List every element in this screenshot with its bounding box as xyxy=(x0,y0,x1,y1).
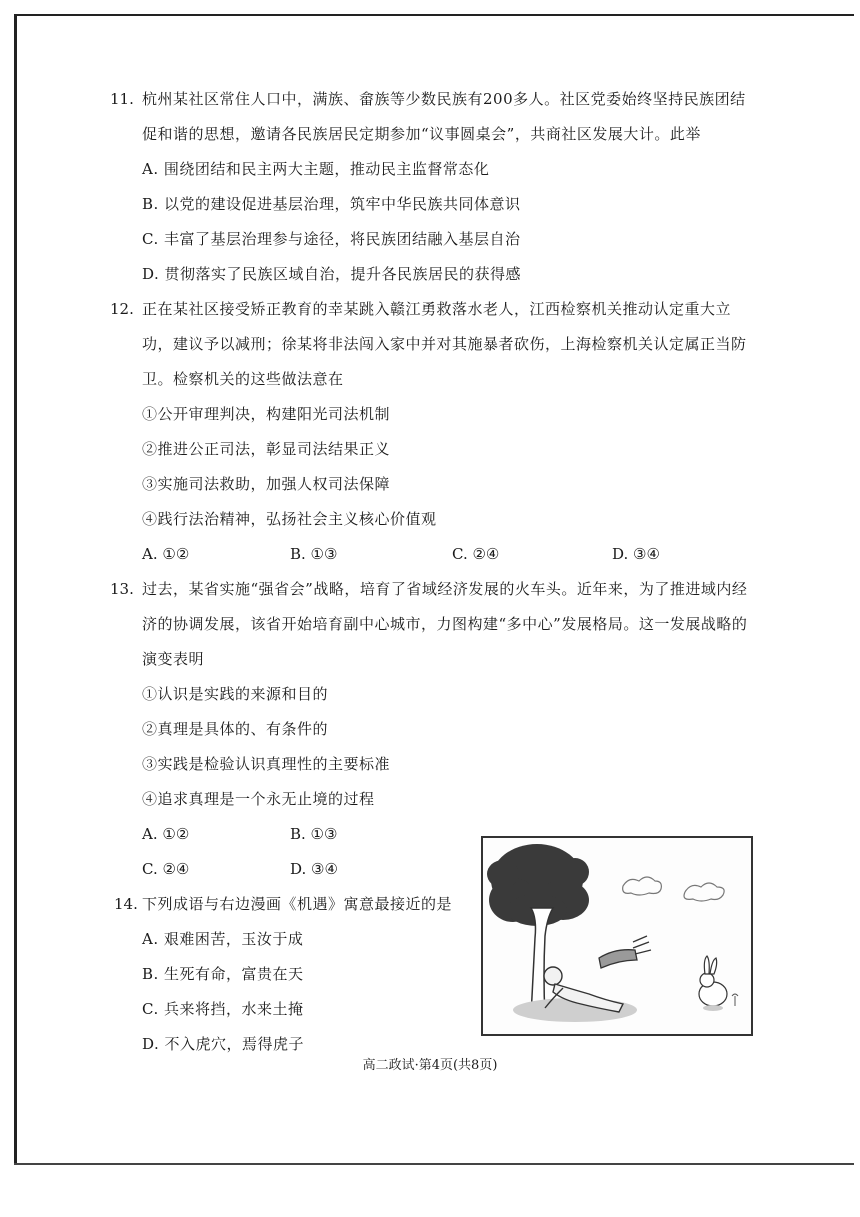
answer-option: D. 不入虎穴，焉得虎子 xyxy=(142,1035,305,1053)
scan-border-bottom xyxy=(14,1163,854,1165)
answer-option: A. ①② xyxy=(142,545,190,563)
statement-item: ②真理是具体的、有条件的 xyxy=(142,720,329,738)
answer-option: B. ①③ xyxy=(290,545,338,563)
question-stem-line: 济的协调发展，该省开始培育副中心城市，力图构建“多中心”发展格局。这一发展战略的 xyxy=(142,615,748,633)
answer-option: A. ①② xyxy=(142,825,190,843)
rabbit-icon xyxy=(699,956,727,1011)
answer-option: B. 生死有命，富贵在天 xyxy=(142,965,304,983)
page-footer: 高二政试·第4页(共8页) xyxy=(362,1058,498,1073)
answer-option: D. ③④ xyxy=(290,860,338,878)
scan-border-top xyxy=(14,14,854,16)
statement-item: ③实践是检验认识真理性的主要标准 xyxy=(142,755,391,773)
cartoon-drawing xyxy=(483,838,751,1034)
question-stem-line: 促和谐的思想，邀请各民族居民定期参加“议事圆桌会”，共商社区发展大计。此举 xyxy=(142,125,701,143)
statement-item: ③实施司法救助，加强人权司法保障 xyxy=(142,475,391,493)
question-number: 13. xyxy=(110,580,134,598)
statement-item: ④践行法治精神，弘扬社会主义核心价值观 xyxy=(142,510,437,528)
cloud-icon xyxy=(623,877,662,895)
question-stem-line: 演变表明 xyxy=(142,650,205,668)
cloud-icon xyxy=(684,883,724,901)
question-stem-line: 卫。检察机关的这些做法意在 xyxy=(142,370,344,388)
question-stem-line: 功，建议予以减刑；徐某将非法闯入家中并对其施暴者砍伤，上海检察机关认定属正当防 xyxy=(142,335,747,353)
statement-item: ④追求真理是一个永无止境的过程 xyxy=(142,790,375,808)
basket xyxy=(599,936,651,968)
answer-option: A. 围绕团结和民主两大主题，推动民主监督常态化 xyxy=(142,160,490,178)
answer-option: A. 艰难困苦，玉汝于成 xyxy=(142,930,304,948)
question-number: 11. xyxy=(110,90,134,108)
statement-item: ①公开审理判决，构建阳光司法机制 xyxy=(142,405,391,423)
answer-option: C. ②④ xyxy=(452,545,500,563)
statement-item: ①认识是实践的来源和目的 xyxy=(142,685,329,703)
answer-option: C. 丰富了基层治理参与途径，将民族团结融入基层自治 xyxy=(142,230,521,248)
question-stem-line: 杭州某社区常住人口中，满族、畲族等少数民族有200多人。社区党委始终坚持民族团结 xyxy=(142,90,746,108)
answer-option: C. 兵来将挡，水来土掩 xyxy=(142,1000,304,1018)
question-stem-line: 正在某社区接受矫正教育的幸某跳入赣江勇救落水老人，江西检察机关推动认定重大立 xyxy=(142,300,732,318)
answer-option: B. ①③ xyxy=(290,825,338,843)
answer-option: B. 以党的建设促进基层治理，筑牢中华民族共同体意识 xyxy=(142,195,521,213)
question-number: 12. xyxy=(110,300,134,318)
answer-option: D. 贯彻落实了民族区域自治，提升各民族居民的获得感 xyxy=(142,265,522,283)
cartoon-illustration xyxy=(481,836,753,1036)
scan-border-left xyxy=(14,14,17,1164)
question-stem-line: 过去，某省实施“强省会”战略，培育了省域经济发展的火车头。近年来，为了推进域内经 xyxy=(142,580,748,598)
small-flower-icon xyxy=(732,994,738,1006)
statement-item: ②推进公正司法，彰显司法结果正义 xyxy=(142,440,391,458)
question-number: 14. xyxy=(114,895,138,913)
answer-option: C. ②④ xyxy=(142,860,190,878)
question-stem-line: 下列成语与右边漫画《机遇》寓意最接近的是 xyxy=(142,895,453,913)
answer-option: D. ③④ xyxy=(612,545,660,563)
